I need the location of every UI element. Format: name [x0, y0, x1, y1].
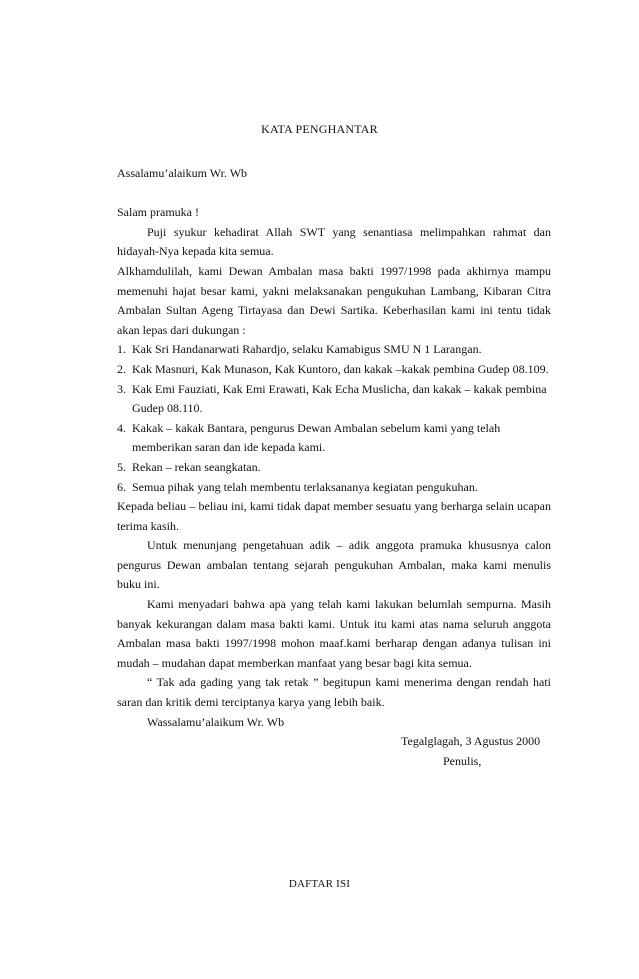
salam-line: Salam pramuka !	[117, 205, 199, 220]
closing-greeting: Wassalamu’alaikum Wr. Wb	[147, 714, 285, 729]
greeting: Assalamu’alaikum Wr. Wb	[117, 166, 248, 180]
place-date: Tegalglagah, 3 Agustus 2000	[401, 734, 541, 749]
footer-heading: DAFTAR ISI	[288, 878, 351, 890]
paragraph-thanks: Kepada beliau – beliau ini, kami tidak dapat member sesuatu yang berharga selain ucapan terima kasih.	[117, 499, 551, 533]
paragraph-quote: “ Tak ada gading yang tak retak ” begitupun kami menerima dengan rendah hati saran dan kritik demi terciptanya karya yang lebih baik.	[117, 675, 551, 710]
list-text: Semua pihak yang telah membentu terlaksananya kegiatan pengukuhan.	[132, 479, 478, 494]
paragraph-purpose: Untuk menunjang pengetahuan adik – adik anggota pramuka khususnya calon pengurus Dewan ambalan tentang sejarah pengukuhan Ambalan, maka kami menulis buku ini.	[117, 538, 551, 592]
signature-label: Penulis,	[443, 753, 482, 768]
list-text: Rekan – rekan seangkatan.	[132, 459, 261, 474]
list-item	[117, 458, 551, 478]
list-text: Kak Masnuri, Kak Munason, Kak Kuntoro, dan kakak –kakak pembina Gudep 08.109.	[132, 361, 549, 376]
list-number: 2.	[117, 361, 126, 376]
list-item	[117, 380, 551, 419]
document-body	[117, 164, 551, 771]
list-number: 3.	[117, 381, 126, 396]
list-item	[117, 340, 551, 360]
page-title: KATA PENGHANTAR	[261, 122, 378, 136]
list-number: 1.	[117, 342, 126, 357]
list-text: Kakak – kakak Bantara, pengurus Dewan Ambalan sebelum kami yang telah memberikan saran dan ide kepada kami.	[132, 420, 501, 455]
paragraph-achievement: Alkhamdulilah, kami Dewan Ambalan masa bakti 1997/1998 pada akhirnya mampu memenuhi hajat besar kami, yakni melaksanakan pengukuhan Lambang, Kibaran Citra Ambalan Sultan Ageng Tirtayasa dan Dewi Sartika. Keberhasilan kami ini tentu tidak akan lepas dari dukungan :	[117, 263, 551, 337]
paragraph-gratitude: Puji syukur kehadirat Allah SWT yang senantiasa melimpahkan rahmat dan hidayah-Nya kepada kita semua.	[117, 224, 551, 259]
paragraph-apology: Kami menyadari bahwa apa yang telah kami lakukan belumlah sempurna. Masih banyak kekurangan dalam masa bakti kami. Untuk itu kami atas nama seluruh anggota Ambalan masa bakti 1997/1998 mohon maaf.kami berharap dengan adanya tulisan ini mudah – mudahan dapat memberkan manfaat yang besar bagi kita semua.	[117, 597, 551, 670]
list-item	[117, 478, 551, 498]
list-text: Kak Sri Handanarwati Rahardjo, selaku Kamabigus SMU N 1 Larangan.	[132, 342, 482, 357]
list-item	[117, 360, 551, 380]
list-number: 4.	[117, 420, 126, 435]
list-item	[117, 419, 551, 458]
list-number: 5.	[117, 459, 126, 474]
list-number: 6.	[117, 479, 126, 494]
list-text: Kak Emi Fauziati, Kak Emi Erawati, Kak Echa Muslicha, dan kakak – kakak pembina Gudep 08.110.	[132, 381, 547, 416]
thanks-list	[117, 340, 551, 497]
